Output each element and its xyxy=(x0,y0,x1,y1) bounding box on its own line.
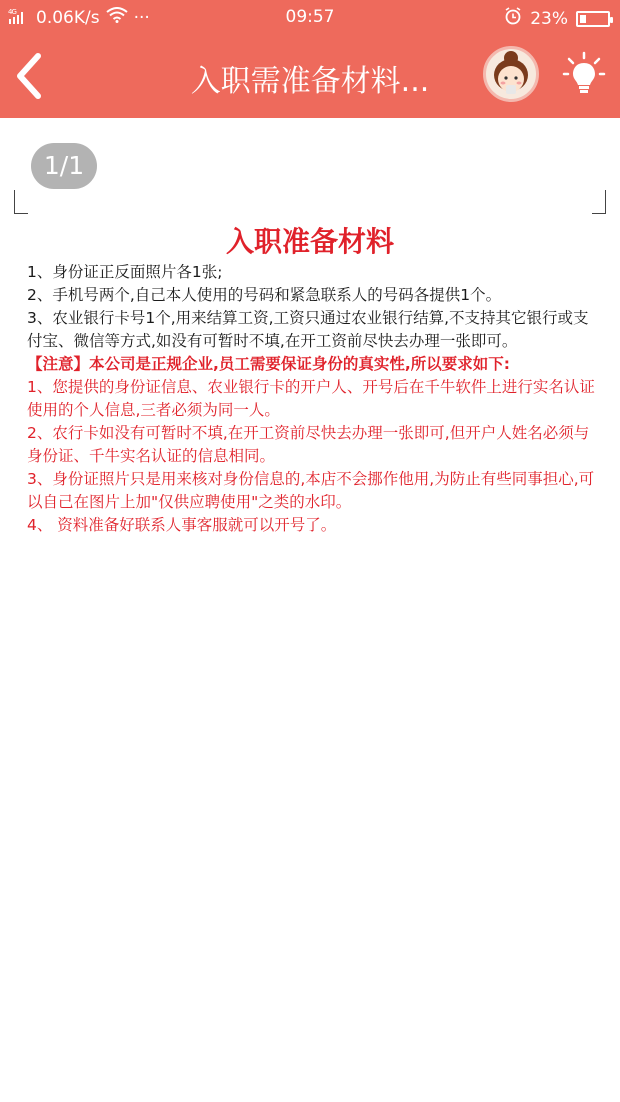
svg-text:4G: 4G xyxy=(8,8,16,16)
document-title: 入职准备材料 xyxy=(225,225,394,258)
avatar[interactable] xyxy=(483,46,539,102)
battery-percent: 23% xyxy=(530,8,568,29)
back-button[interactable] xyxy=(8,50,54,102)
notice-item: 1、您提供的身份证信息、农业银行卡的开户人、开号后在千牛软件上进行实名认证使用的个人信息,三者必须为同一人。 xyxy=(27,378,595,419)
list-item: 3、农业银行卡号1个,用来结算工资,工资只通过农业银行结算,不支持其它银行或支付宝、微信等方式,如没有可暂时不填,在开工资前尽快去办理一张即可。 xyxy=(27,309,589,350)
more-dots: ··· xyxy=(133,7,150,28)
notice-item: 4、 资料准备好联系人事客服就可以开号了。 xyxy=(27,516,337,534)
notice-item: 2、农行卡如没有可暂时不填,在开工资前尽快去办理一张即可,但开户人姓名必须与身份证、千牛实名认证的信息相同。 xyxy=(27,424,590,465)
app-header xyxy=(0,0,620,118)
back-arrow-icon xyxy=(8,50,54,102)
page-indicator: 1/1 xyxy=(31,143,97,189)
notice-item: 3、身份证照片只是用来核对身份信息的,本店不会挪作他用,为防止有些同事担心,可以自己在图片上加"仅供应聘使用"之类的水印。 xyxy=(27,470,595,511)
crop-mark-left xyxy=(14,190,28,214)
alarm-icon xyxy=(504,7,522,30)
battery-icon xyxy=(576,11,610,27)
status-right xyxy=(504,7,610,30)
notice-heading: 【注意】本公司是正规企业,员工需要保证身份的真实性,所以要求如下: xyxy=(27,355,510,373)
nav-bar xyxy=(0,34,620,118)
list-item: 1、身份证正反面照片各1张; xyxy=(27,263,223,281)
network-speed: 0.06K/s xyxy=(36,7,100,28)
crop-mark-right xyxy=(592,190,606,214)
status-time: 09:57 xyxy=(285,7,335,27)
lightbulb-icon[interactable] xyxy=(562,51,606,99)
list-item: 2、手机号两个,自己本人使用的号码和紧急联系人的号码各提供1个。 xyxy=(27,286,502,304)
status-bar xyxy=(0,0,620,34)
page-title: 入职需准备材料... xyxy=(190,64,430,99)
document-body xyxy=(27,261,597,537)
